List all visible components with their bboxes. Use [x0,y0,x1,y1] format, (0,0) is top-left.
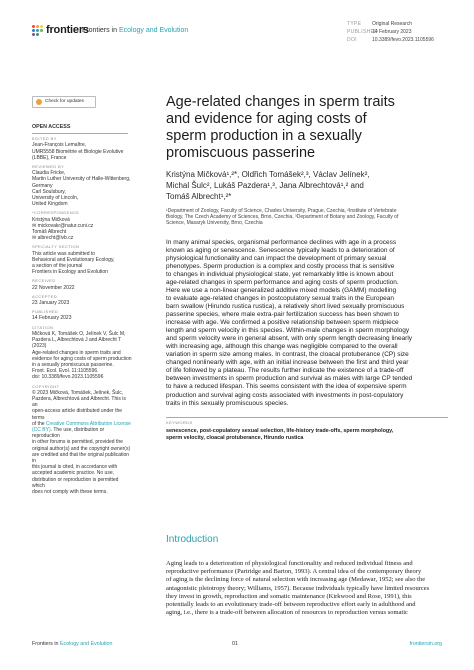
affiliations: ¹Department of Zoology, Faculty of Science, Charles University, Prague, Czechia, ²Institute of Vertebrate Biology, The Czech Academy of Sciences, Brno, Czechia, ³Department of Botany and Zoology, Faculty of Science, Masaryk University, Brno, Czechia [166,208,399,227]
meta-doi-label: DOI [347,37,357,43]
author-list: Kristýna Mičková¹,²*, Oldřich Tomášek²,³, Václav Jelínek², Michal Šulc², Lukáš Pazdera¹,³, Jana Albrechtová¹,² and Tomáš Albrecht¹,²* [166,170,370,201]
frontiers-logo-icon [32,25,43,36]
journal-prefix: Frontiers in [82,27,119,34]
cc-license-link[interactable]: Creative Commons Attribution License (CC BY) [32,420,131,433]
journal-name[interactable] [82,27,188,34]
correspondence-label: *CORRESPONDENCE [32,210,80,216]
reviewed-by-label: REVIEWED BY [32,164,65,170]
meta-type [347,20,434,28]
keywords: senescence, post-copulatory sexual selection, life-history trade-offs, sperm morphology, sperm velocity, cloacal protuberance, Hirundo rustica [166,427,394,441]
received-date: 22 November 2022 [32,284,75,291]
specialty-section: This article was submitted to Behavioral and Evolutionary Ecology, a section of the journal Frontiers in Ecology and Evolution [32,250,115,276]
copyright [32,390,132,495]
check-for-updates-button[interactable] [32,96,96,108]
check-updates-icon [36,99,42,105]
site-link[interactable]: frontiersin.org [409,641,442,647]
meta-doi-value[interactable]: 10.3389/fevo.2023.1105596 [372,37,434,43]
meta-published-value: 14 February 2023 [372,29,412,35]
check-updates-label: Check for updates [45,98,84,104]
published-date: 14 February 2023 [32,315,72,322]
citation-label: CITATION [32,324,54,330]
article-title: Age-related changes in sperm traits and evidence for aging costs of sperm production in a sexually promiscuous passerine [166,94,395,161]
copyright-text-b: . The use, distribution or reproduction in other forums is permitted, provided the original author(s) and the copyright owner(s) are credited and that the original publication in this journal is cited, in accordance with accepted academic practice. No use, distribution or reproduction is permitted which does not comply with these terms. [32,426,131,495]
abstract: In many animal species, organismal performance declines with age in a process known as aging or senescence. Senescence typically leads to a deterioration of physiological functionality and can impact the development of primary sexual phenotypes. Sperm production is a complex and costly process that is sensitive to changes in individual physiological state, yet remarkably little is known about age-related changes in sperm performance and aging costs of sperm production. Here we use a non-linear generalized additive mixed models (GAMM) modelling to evaluate age-related changes in postcopulatory sexual traits in the European barn swallow (Hirundo rustica rustica), a relatively short lived sexually promiscuous passerine species, where male extra-pair fertilization success has been shown to increase with age. We confirmed a positive relationship between sperm midpiece length and sperm velocity in this species. Within-male changes in sperm morphology and sperm velocity were in general absent, with only sperm length decreasing linearly with increasing age, although this change was negligible compared to the overall variation in sperm size among males. In contrast, the cloacal protuberance (CP) size changed nonlinearly with age, with an initial increase between the first and third year of life followed by a plateau. The results further indicate the existence of a trade-off between investments in sperm production and survival as males with large CP tended to have a reduced lifespan. This seems consistent with the idea of expensive sperm production and survival aging costs associated with investments in post-copulatory traits in this sexually promiscuous species. [166,238,413,407]
open-access-label: OPEN ACCESS [32,124,71,130]
accepted-label: ACCEPTED [32,293,57,299]
introduction-text: Aging leads to a deterioration of physiological functionality and reduced individual fitness and reproductive performance (Partridge and Barton, 1993). A central idea of the contemporary theory of aging is the declining force of natural selection with increasing age (Medawar, 1952; see also the antagonistic pleiotropy theory; Williams, 1957). Because individuals typically have limited resources they invest in growth, reproduction and somatic maintenance (Kirkwood and Rose, 1991), this potentially leads to an evolutionary trade-off between reproductive effort early in adulthood and aging, i.e., there is a trade-off between allocation of resources to reproduction versus somatic [166,560,430,617]
keywords-label: KEYWORDS [166,417,448,425]
meta-doi [347,36,434,44]
footer-journal-name: Ecology and Evolution [59,641,113,647]
reviewed-by: Claudia Fricke, Martin Luther University of Halle-Wittenberg, Germany Carl Soulsbury, University of Lincoln, United Kingdom [32,170,131,208]
specialty-section-label: SPECIALTY SECTION [32,244,80,250]
received-label: RECEIVED [32,278,56,284]
footer-journal[interactable] [32,641,112,647]
meta-type-value: Original Research [372,21,413,27]
accepted-date: 23 January 2023 [32,300,70,307]
published-label: PUBLISHED [32,309,59,315]
logo-wordmark: frontiers [46,24,89,36]
correspondence[interactable]: Kristýna Mičková ✉ mickovakr@natur.cuni.cz Tomáš Albrecht ✉ albrecht@ivb.cz [32,216,94,242]
frontiers-logo[interactable] [32,24,89,36]
introduction-heading: Introduction [166,534,219,545]
footer-journal-prefix: Frontiers in [32,641,60,647]
meta-type-label: TYPE [347,21,362,27]
article-meta [347,20,434,44]
edited-by-label: EDITED BY [32,136,57,142]
sidebar [32,96,132,498]
meta-published [347,28,434,36]
journal-title: Ecology and Evolution [118,27,189,34]
page-footer [32,641,442,649]
meta-published-label: PUBLISHED [347,29,379,35]
page-header [0,0,474,56]
citation: Mičková K, Tomášek O, Jelínek V, Šulc M, Pazdera L, Albrechtová J and Albrecht T (2023) Age-related changes in sperm traits and evidence for aging costs of sperm production in a sexually promiscuous passerine. Front. Ecol. Evol. 11:1105596. doi: 10.3389/fevo.2023.1105596 [32,330,132,381]
divider [32,133,128,134]
copyright-label: COPYRIGHT [32,383,60,389]
article-main [166,94,448,442]
edited-by: Jean-François Lemaître, UMR5558 Biométrie et Biologie Evolutive (LBBE), France [32,142,124,161]
page-number: 01 [232,641,238,647]
copyright-text-a: © 2023 Mičková, Tomášek, Jelínek, Šulc, Pazdera, Albrechtová and Albrecht. This is an open-access article distributed under the terms of the [32,389,126,427]
